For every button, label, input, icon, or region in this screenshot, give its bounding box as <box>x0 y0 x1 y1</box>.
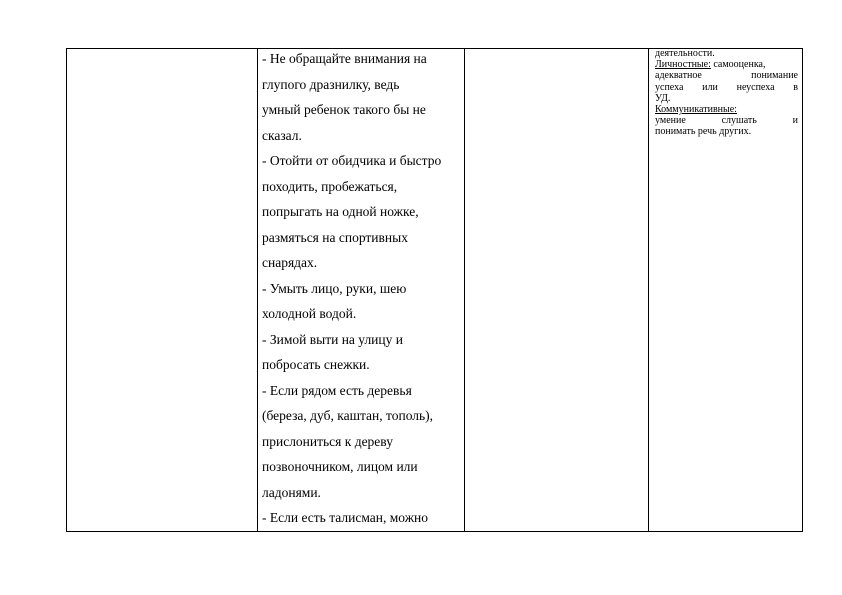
content-table <box>66 48 803 532</box>
list-line: ладонями. <box>262 484 321 500</box>
personal-outcomes-text4: УД. <box>655 92 671 104</box>
list-line: прислониться к дереву <box>262 433 393 449</box>
communicative-outcomes-heading: Коммуникативные: <box>655 104 737 116</box>
list-line: снарядах. <box>262 255 318 270</box>
personal-outcomes-text2: адекватное понимание <box>655 70 798 82</box>
recommendations-cell <box>258 49 465 532</box>
communicative-outcomes-text1: умение слушать и <box>655 115 798 127</box>
list-line: - Если есть талисман, можно <box>262 510 429 525</box>
personal-outcomes-text3: успеха или неуспеха в <box>655 81 798 93</box>
list-line: холодной водой. <box>262 306 357 321</box>
list-line: глупого дразнилку, ведь <box>262 76 400 92</box>
list-line: - Умыть лицо, руки, шею <box>262 280 407 296</box>
personal-outcomes-heading: Личностные: <box>655 59 711 71</box>
personal-outcomes-text1: самооценка, <box>713 59 766 71</box>
list-line: побросать снежки. <box>262 357 370 372</box>
list-line: походить, пробежаться, <box>262 178 398 194</box>
list-line: - Не обращайте внимания на <box>262 51 427 66</box>
table-row <box>67 49 803 532</box>
empty-cell-left <box>67 49 258 532</box>
communicative-outcomes-text2: понимать речь других. <box>655 126 752 138</box>
list-line: - Зимой выти на улицу и <box>262 331 403 347</box>
notes-line-activity: деятельности. <box>655 48 715 59</box>
learning-outcomes-cell <box>649 49 803 532</box>
list-line: - Если рядом есть деревья <box>262 382 412 398</box>
list-line: (береза, дуб, каштан, тополь), <box>262 408 434 423</box>
list-line: размяться на спортивных <box>262 229 408 245</box>
recommendations-list <box>262 49 458 531</box>
list-line: попрыгать на одной ножке, <box>262 204 419 219</box>
list-line: сказал. <box>262 127 302 143</box>
list-line: умный ребенок такого бы не <box>262 102 426 117</box>
personal-outcomes-line <box>655 59 798 70</box>
list-line: - Отойти от обидчика и быстро <box>262 153 442 168</box>
empty-cell-middle <box>465 49 649 532</box>
list-line: позвоночником, лицом или <box>262 459 418 474</box>
